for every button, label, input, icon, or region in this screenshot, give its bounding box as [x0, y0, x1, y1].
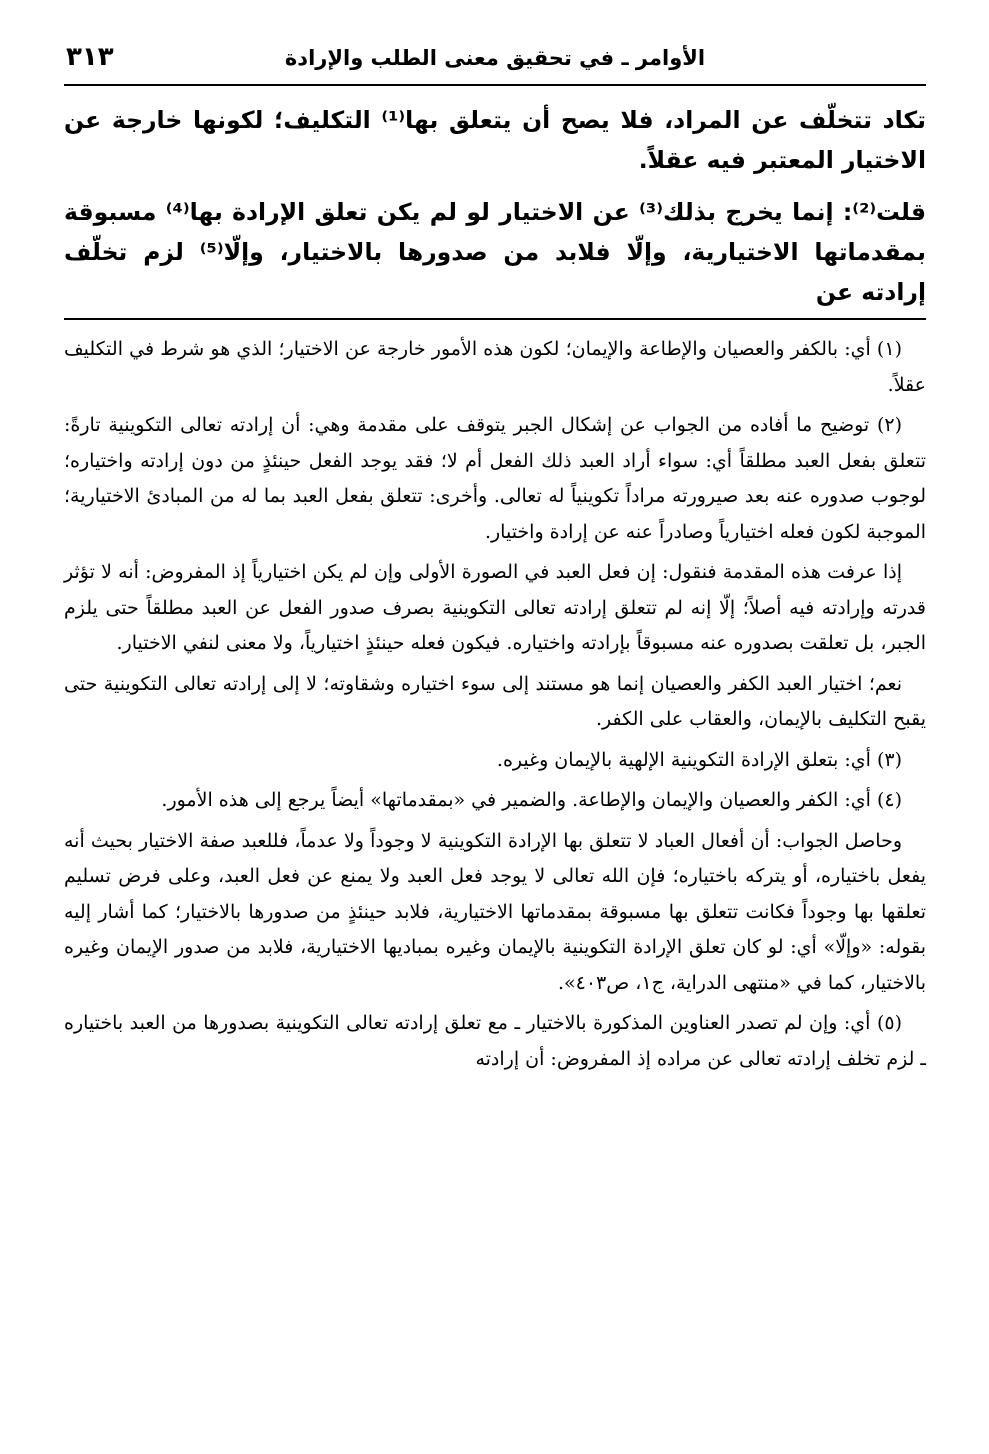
footnotes [64, 332, 926, 1077]
footnote: (١) أي: بالكفر والعصيان والإطاعة والإيمان؛ لكون هذه الأمور خارجة عن الاختيار؛ الذي هو شرط في التكليف عقلاً. [64, 338, 926, 396]
footnote: (٥) أي: وإن لم تصدر العناوين المذكورة بالاختيار ـ مع تعلق إرادته تعالى التكوينية بصدورها من العبد باختياره ـ لزم تخلف إرادته تعالى عن مراده إذ المفروض: أن إرادته [64, 1012, 926, 1070]
page-header [64, 28, 926, 86]
main-paragraph: قلت⁽²⁾: إنما يخرج بذلك⁽³⁾ عن الاختيار لو لم يكن تعلق الإرادة بها⁽⁴⁾ مسبوقة بمقدماتها الاختيارية، وإلّا فلابد من صدورها بالاختيار، وإلّا⁽⁵⁾ لزم تخلّف إرادته عن [64, 198, 926, 306]
footnote-continuation: نعم؛ اختيار العبد الكفر والعصيان إنما هو مستند إلى سوء اختياره وشقاوته؛ لا إلى إرادته تعالى التكوينية حتى يقبح التكليف بالإيمان، والعقاب على الكفر. [64, 672, 926, 730]
book-page [64, 28, 926, 1438]
page-number: ٣١٣ [66, 42, 114, 72]
footnote-continuation: وحاصل الجواب: أن أفعال العباد لا تتعلق بها الإرادة التكوينية لا وجوداً ولا عدماً، فللعبد صفة الاختيار بحيث أنه يفعل باختياره، أو يتركه باختياره؛ فإن الله تعالى لا يوجد فعل العبد ولا يمنع عن فعل العبد، وعلى فرض تسليم تعلقها بها وجوداً فكانت تتعلق بها مسبوقة بمقدماتها الاختيارية، فلابد حينئذٍ من صدورها بالاختيار؛ كما أشار إليه بقوله: «وإلّا» أي: لو كان تعلق الإرادة التكوينية بالإيمان وغيره بمباديها الاختيارية، فلابد من صدور الإيمان وغيره بالاختيار، كما في «منتهى الدراية، ج١، ص٤٠٣». [64, 829, 926, 994]
footnote: (٤) أي: الكفر والعصيان والإيمان والإطاعة. والضمير في «بمقدماتها» أيضاً يرجع إلى هذه الأمور. [161, 789, 902, 811]
footnote: (٣) أي: بتعلق الإرادة التكوينية الإلهية بالإيمان وغيره. [496, 748, 902, 771]
main-paragraph: تكاد تتخلّف عن المراد، فلا يصح أن يتعلق بها⁽¹⁾ التكليف؛ لكونها خارجة عن الاختيار المعتبر فيه عقلاً. [64, 106, 926, 174]
footnote: (٢) توضيح ما أفاده من الجواب عن إشكال الجبر يتوقف على مقدمة وهي: أن إرادته تعالى التكوينية تارةً: تتعلق بفعل العبد مطلقاً أي: سواء أراد العبد ذلك الفعل أم لا؛ فقد يوجد الفعل حينئذٍ من دون إرادته واختياره؛ لوجوب صدوره عنه بعد صيرورته مراداً تكوينياً له تعالى. وأخرى: تتعلق بفعل العبد بما له من المبادئ الاختيارية؛ الموجبة لكون فعله اختيارياً وصادراً عنه عن إرادة واختيار. [64, 414, 926, 543]
footnote-continuation: إذا عرفت هذه المقدمة فنقول: إن فعل العبد في الصورة الأولى وإن لم يكن اختيارياً إذ المفروض: أنه لا تؤثر قدرته وإرادته فيه أصلاً؛ إلّا إنه لم تتعلق إرادته تعالى التكوينية بصرف صدور الفعل عن العبد مطلقاً حتى يلزم الجبر، بل تعلقت بصدوره عنه مسبوقاً بإرادته واختياره. فيكون فعله حينئذٍ اختيارياً، ولا معنى لنفي الاختيار. [64, 561, 926, 654]
running-title: الأوامر ـ في تحقيق معنى الطلب والإرادة [284, 46, 706, 70]
footnote-divider [64, 318, 926, 320]
main-text [64, 100, 926, 312]
